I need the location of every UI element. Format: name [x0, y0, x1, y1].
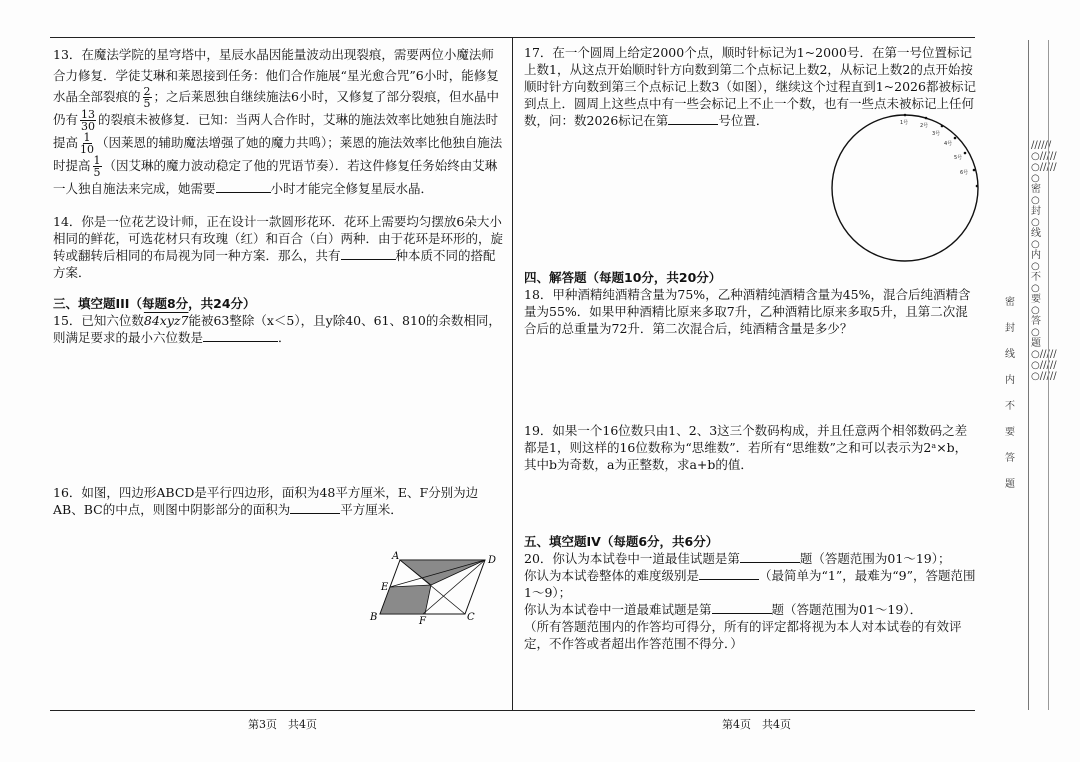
answer-blank[interactable] — [712, 601, 772, 614]
bottom-rule — [50, 710, 975, 711]
circle-label: 1号 — [900, 120, 909, 126]
page-number-right: 第4页 共4页 — [722, 718, 791, 731]
answer-blank[interactable] — [341, 247, 396, 260]
question-19: 19．如果一个16位数只由1、2、3这三个数码构成，并且任意两个相邻数码之差都是1，则这样的16位数称为“思维数”．若所有“思维数”之和可以表示为2ᵃ×b，其中b为奇数，a为正整数，求a+b的值． — [524, 423, 968, 472]
fraction: $\frac{1}{5}$ — [93, 154, 101, 179]
question-17: 17．在一个圆周上给定2000个点，顺时针标记为1~2000号．在第一号位置标记上数1，从这点开始顺时针方向数到第二个点标记上数2，从标记上数2的点开始按顺时针方向数到第三个点标记上数3（如图），继续这个过程直到1~2026都被标记到点上．圆周上这些点中有一些会标记上不止一个数，也有一些点未被标记上任何数，问：数2026标记在第 号位置． — [524, 45, 976, 128]
question-20: 20．你认为本试卷中一道最佳试题是第 题（答题范围为01～19）； 你认为本试卷整体的难度级别是 （最简单为“1”，最难为“9”，答题范围1～9）； 你认为本试卷中一道最难试题是第 题（答题范围为01～19）． （所有答题范围内的作答均可得分，所有的评定都将视为本人对本试卷的有效评定，不作答或者超出作答范围不得分．） — [524, 551, 976, 651]
section-3-heading: 三、填空题III（每题8分，共24分） — [53, 296, 256, 311]
answer-blank[interactable] — [668, 112, 718, 125]
fraction: $\frac{1}{10}$ — [80, 131, 95, 156]
section-5-heading: 五、填空题IV（每题6分，共6分） — [524, 534, 719, 549]
label-D: D — [488, 555, 497, 566]
question-16: 16．如图，四边形ABCD是平行四边形，面积为48平方厘米，E、F分别为边AB、BC的中点，则图中阴影部分的面积为 平方厘米． — [53, 485, 479, 517]
circle-label: 2号 — [920, 123, 929, 129]
label-E: E — [381, 582, 389, 593]
seal-line-dashes: //////○/////○/////○密○封○线○内○不○要○答○题○/////○/////○///// — [1031, 140, 1057, 382]
question-14: 14．你是一位花艺设计师，正在设计一款圆形花环．花环上需要均匀摆放6朵大小相同的鲜花，可选花材只有玫瑰（红）和百合（白）两种．由于花环是环形的，旋转或翻转后相同的布局视为同一种方案．那么，共有 种本质不同的搭配方案． — [53, 214, 504, 280]
left-column — [53, 44, 503, 518]
fraction: $\frac{13}{30}$ — [81, 108, 96, 133]
seal-line-label: 密封线内不要答题 — [1005, 297, 1015, 490]
circle-label: 4号 — [944, 141, 953, 147]
parallelogram-figure — [365, 548, 515, 628]
question-15: 15．已知六位数84xyz7能被63整除（x＜5），且y除40、61、810的余数相同，则满足要求的最小六位数是 ． — [53, 313, 501, 345]
fraction: $\frac{2}{5}$ — [143, 85, 151, 110]
circle-label: 3号 — [932, 131, 941, 137]
label-A: A — [392, 551, 400, 562]
answer-blank[interactable] — [699, 567, 759, 580]
overlined-number: 84xyz7 — [143, 313, 189, 328]
circle-figure — [828, 110, 983, 265]
question-18: 18．甲种酒精纯酒精含量为75%，乙种酒精纯酒精含量为45%，混合后纯酒精含量为55%．如果甲种酒精比原来多取7升，乙种酒精比原来多取5升，且第二次混合后的总重量为72升．第二次混合后，纯酒精含量是多少？ — [524, 287, 971, 336]
answer-blank[interactable] — [216, 180, 271, 193]
right-column-lower — [524, 269, 976, 652]
question-13: 13．在魔法学院的星穹塔中，星辰水晶因能量波动出现裂痕，需要两位小魔法师合力修复．学徒艾琳和莱恩接到任务：他们合作施展“星光愈合咒”6小时，能修复水晶全部裂痕的 $\frac{2}{5}$ ；之后莱恩独自继续施法6小时，又修复了部分裂痕，但水晶中仍有 $\frac{13}{30}$ 的裂痕未被修复．已知：当两人合作时，艾琳的施法效率比她独自施法时提高 $\frac{1}{10}$ （因莱恩的辅助魔法增强了她的魔力共鸣）；莱恩的施法效率比他独自施法时提高 $\frac{1}{5}$ （因艾琳的魔力波动稳定了他的咒语节奏）．若这件修复任务始终由艾琳一人独自施法来完成，她需要 小时才能完全修复星辰水晶． — [53, 47, 503, 196]
page-number-left: 第3页 共4页 — [248, 718, 317, 731]
circle-label: 5号 — [954, 155, 963, 161]
binding-line — [1048, 40, 1049, 710]
label-F: F — [419, 616, 426, 627]
answer-blank[interactable] — [290, 501, 340, 514]
answer-blank[interactable] — [740, 550, 800, 563]
answer-blank[interactable] — [203, 329, 278, 342]
section-4-heading: 四、解答题（每题10分，共20分） — [524, 270, 722, 285]
circle-label: 6号 — [960, 170, 969, 176]
label-C: C — [467, 612, 475, 623]
label-B: B — [370, 612, 378, 623]
